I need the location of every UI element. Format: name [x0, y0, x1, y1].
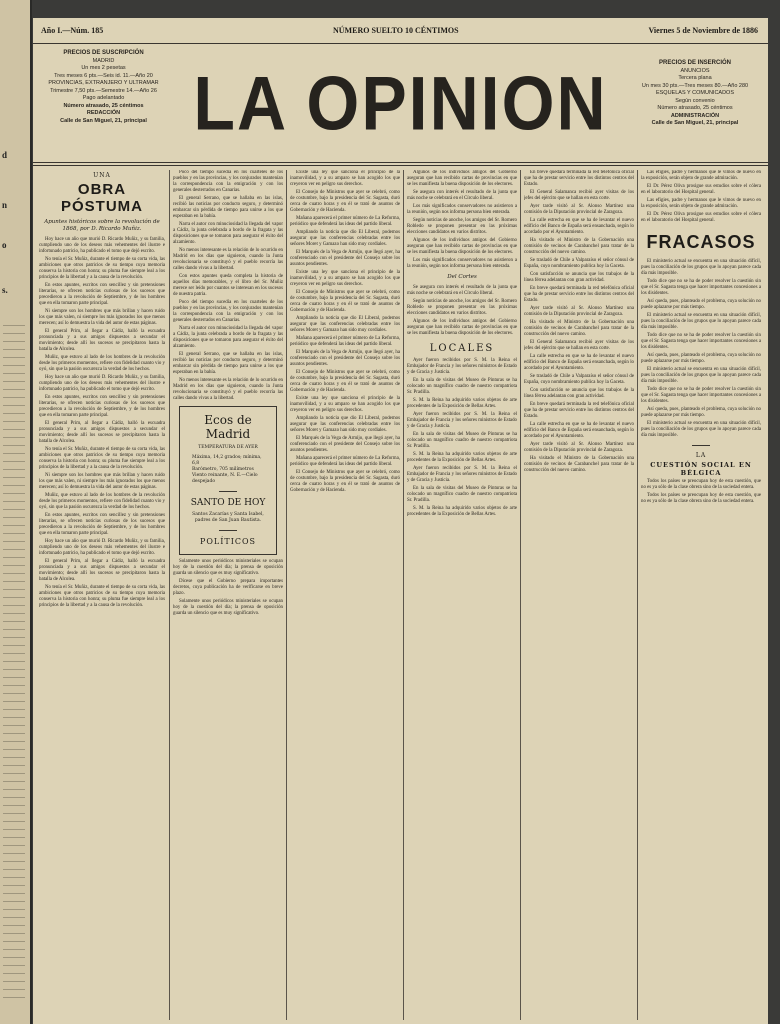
article-headline: OBRA PÓSTUMA [61, 181, 143, 215]
masthead-rule [33, 165, 768, 166]
masthead-title: LA OPINION [193, 61, 608, 147]
subscription-prices: PRECIOS DE SUSCRIPCIÓN MADRID Un mes 2 pesetas Tres meses 6 pts.—Seis id. 11.—Año 20 PROVINCIAS, EXTRANJERO Y ULTRAMAR Trimestre 7,50 pts.—Semestre 14.—Año 26 Pago adelantado Número atrasado, 25 céntimos REDACCIÓN Calle de San Miguel, 21, principal [48, 50, 159, 124]
insertion-prices: PRECIOS DE INSERCIÓN ANUNCIOS Tercera plana Un mes 30 pts.—Tres meses 80.—Año 280 ESQUELAS Y COMUNICADOS Según convenio Número atrasado, 25 céntimos ADMINISTRACIÓN Calle de San Miguel, 21, principal [641, 60, 749, 126]
page-fragment: n [2, 200, 8, 210]
page-fragment: d [2, 150, 8, 160]
column-1 [39, 170, 165, 1020]
issue-price: NÚMERO SUELTO 10 CÉNTIMOS [333, 26, 459, 35]
adjacent-page-edge [0, 0, 32, 1024]
page-fragment-text [3, 320, 25, 1000]
locales-heading: LOCALES [429, 343, 495, 354]
dateline-bar [33, 23, 768, 44]
social-heading: CUESTIÓN SOCIAL EN BÉLGICA [650, 461, 752, 477]
column-3 [290, 170, 400, 1020]
locales-body: Ayer fueron recibidos por S. M. la Reina el Embajador de Francia y los señores ministros de Estado y de Gracia y Justicia. En la sala de visitas del Museo de Pinturas se ha colocado un magnífico cuadro de nuestro compatriota Sr. Pradilla. S. M. la Reina ha adquirido varios objetos de arte procedentes de la Exposición de Bellas Artes. Ayer fueron recibidos por S. M. la Reina el Embajador de Francia y los señores ministros de Estado y de Gracia y Justicia. En la sala de visitas del Museo de Pinturas se ha colocado un magnífico cuadro de nuestro compatriota Sr. Pradilla. S. M. la Reina ha adquirido varios objetos de arte procedentes de la Exposición de Bellas Artes. Ayer fueron recibidos por S. M. la Reina el Embajador de Francia y los señores ministros de Estado y de Gracia y Justicia. En la sala de visitas del Museo de Pinturas se ha colocado un magnífico cuadro de nuestro compatriota Sr. Pradilla. S. M. la Reina ha adquirido varios objetos de arte procedentes de la Exposición de Bellas Artes. [407, 358, 517, 517]
newspaper-page [33, 18, 768, 1024]
column-5 [524, 170, 634, 1020]
article-body: Poco del tiempo sucedía en los cuarteles de los pueblos y en las provincias, y los conjurados mantenían la correspondencia con la emigración y con los generales desterrados en Canarias. El general Serrano, que se hallaba en las islas, recibió las noticias por conducto seguro, y determinó embarcar sin pérdida de tiempo para unirse a los que esperaban en la bahía. Narra el autor con minuciosidad la llegada del vapor a Cádiz, la junta celebrada a bordo de la fragata y las disposiciones que se tomaron para asegurar el éxito del alzamiento. No menos interesante es la relación de lo ocurrido en Madrid en los días que siguieron, cuando la Junta revolucionaria se constituyó y el pueblo recorría las calles dando vivas a la libertad. Con estos apuntes queda completa la historia de aquellos días memorables, y el libro del Sr. Muñiz merece ser leído por cuantos se interesan en los sucesos de nuestra patria. Poco del tiempo sucedía en los cuarteles de los pueblos y en las provincias, y los conjurados mantenían la correspondencia con la emigración y con los generales desterrados en Canarias. Narra el autor con minuciosidad la llegada del vapor a Cádiz, la junta celebrada a bordo de la fragata y las disposiciones que se tomaron para asegurar el éxito del alzamiento. El general Serrano, que se hallaba en las islas, recibió las noticias por conducto seguro, y determinó embarcar sin pérdida de tiempo para unirse a los que esperaban en la bahía. No menos interesante es la relación de lo ocurrido en Madrid en los días que siguieron, cuando la Junta revolucionaria se constituyó y el pueblo recorría las calles dando vivas a la libertad. [173, 170, 283, 401]
fracasos-heading: FRACASOS [646, 232, 756, 252]
social-kicker: LA [695, 452, 707, 459]
ecos-de-madrid-box [179, 406, 277, 555]
saints-title: SANTO DE HOY [190, 498, 266, 508]
section-divider: Del Cortes [447, 274, 477, 280]
issue-date: Viernes 5 de Noviembre de 1886 [648, 26, 758, 35]
saints-text: Santos Zacarías y Santa Isabel, padres de San Juan Bautista. [192, 512, 264, 523]
section-subtitle: TEMPERATURA DE AYER [198, 445, 258, 450]
column-4: Algunos de los individuos amigos del Gobierno aseguran que han recibido cartas de provincias en que se les manifiesta la buena disposición de los electores. Se asegura con interés el resultado de la junta que más noche se celebrará en el Círculo liberal. Los más significados conservadores no asistieron a la reunión, según nos informa persona bien enterada. Según noticias de anoche, los amigos del Sr. Romero Robledo se proponen presentar en las próximas elecciones candidatos en varios distritos. Algunos de los individuos amigos del Gobierno aseguran que han recibido cartas de provincias en que se les manifiesta la buena disposición de los electores. Los más significados conservadores no asistieron a la reunión, según nos informa persona bien enterada. Del Cortes Se asegura con interés el resultado de la junta que más noche se celebrará en el Círculo liberal. Según noticias de anoche, los amigos del Sr. Romero Robledo se proponen presentar en las próximas elecciones candidatos en varios distritos. Algunos de los individuos amigos del Gobierno aseguran que han recibido cartas de provincias en que se les manifiesta la buena disposición de los electores. LOCALES Ayer fueron recibidos por S. M. la Reina el Embajador de Francia y los señores ministros de Estado y de Gracia y Justicia. En la sala de visitas del Museo de Pinturas se ha colocado un magnífico cuadro de nuestro compatriota Sr. Pradilla. S. M. la Reina ha adquirido varios objetos de arte procedentes de la Exposición de Bellas Artes. Ayer fueron recibidos por S. M. la Reina el Embajador de Francia y los señores ministros de Estado y de Gracia y Justicia. En la sala de visitas del Museo de Pinturas se ha colocado un magnífico cuadro de nuestro compatriota Sr. Pradilla. S. M. la Reina ha adquirido varios objetos de arte procedentes de la Exposición de Bellas Artes. Ayer fueron recibidos por S. M. la Reina el Embajador de Francia y los señores ministros de Estado y de Gracia y Justicia. En la sala de visitas del Museo de Pinturas se ha colocado un magnífico cuadro de nuestro compatriota Sr. Pradilla. S. M. la Reina ha adquirido varios objetos de arte procedentes de la Exposición de Bellas Artes. [407, 170, 517, 517]
article-kicker: UNA [93, 172, 111, 179]
article-body: Las efigies, padre y hermanos que le vimos de nuevo en la exposición, serán objeto de grande admiración. El Dr. Pérez Oliva prosigue sus estudios sobre el cólera en el laboratorio del Hospital general. Las efigies, padre y hermanos que le vimos de nuevo en la exposición, serán objeto de grande admiración. El Dr. Pérez Oliva prosigue sus estudios sobre el cólera en el laboratorio del Hospital general. [641, 170, 761, 223]
politicos-title: POLÍTICOS [199, 537, 257, 546]
weather-notes: Máxima, 14,2 grados; mínima, 6,8 Barómetro, 705 milímetros Viento reinante, N. E.—Cielo despejado [192, 455, 262, 484]
masthead-rule [33, 162, 768, 163]
article-body: En breve quedará terminada la red telefónica oficial que ha de prestar servicio entre los distintos centros del Estado. El General Salamanca recibió ayer visitas de los jefes del ejército que se hallan en esta corte. Ayer tarde visitó al Sr. Alonso Martínez una comisión de la Diputación provincial de Zaragoza. La calle estrecha en que se ha de levantar el nuevo edificio del Banco de España será ensanchada, según lo acordado por el Ayuntamiento. Ha visitado el Ministro de la Gobernación una comisión de vecinos de Carabanchel para tratar de la construcción del nuevo camino. Se trasladó de Chile a Valparaíso el señor cónsul de España, cuyo nombramiento publica hoy la Gaceta. Con satisfacción se anuncia que los trabajos de la línea férrea adelantan con gran actividad. En breve quedará terminada la red telefónica oficial que ha de prestar servicio entre los distintos centros del Estado. Ayer tarde visitó al Sr. Alonso Martínez una comisión de la Diputación provincial de Zaragoza. Ha visitado el Ministro de la Gobernación una comisión de vecinos de Carabanchel para tratar de la construcción del nuevo camino. El General Salamanca recibió ayer visitas de los jefes del ejército que se hallan en esta corte. La calle estrecha en que se ha de levantar el nuevo edificio del Banco de España será ensanchada, según lo acordado por el Ayuntamiento. Se trasladó de Chile a Valparaíso el señor cónsul de España, cuyo nombramiento publica hoy la Gaceta. Con satisfacción se anuncia que los trabajos de la línea férrea adelantan con gran actividad. En breve quedará terminada la red telefónica oficial que ha de prestar servicio entre los distintos centros del Estado. La calle estrecha en que se ha de levantar el nuevo edificio del Banco de España será ensanchada, según lo acordado por el Ayuntamiento. Ayer tarde visitó al Sr. Alonso Martínez una comisión de la Diputación provincial de Zaragoza. Ha visitado el Ministro de la Gobernación una comisión de vecinos de Carabanchel para tratar de la construcción del nuevo camino. [524, 170, 634, 473]
article-deck: Apuntes históricos sobre la revolución de 1868, por D. Ricardo Muñiz. [44, 219, 160, 232]
page-fragment: s. [2, 285, 8, 295]
fracasos-body: El ministerio actual se encuentra en una situación difícil, pues la conciliación de los grupos que lo apoyan parece cada día más imposible. Todo dice que no se ha de poder resolver la cuestión sin que el Sr. Sagasta tenga que hacer importantes concesiones a los disidentes. Así queda, pues, planteado el problema, cuya solución no puede aplazarse por más tiempo. El ministerio actual se encuentra en una situación difícil, pues la conciliación de los grupos que lo apoyan parece cada día más imposible. Todo dice que no se ha de poder resolver la cuestión sin que el Sr. Sagasta tenga que hacer importantes concesiones a los disidentes. Así queda, pues, planteado el problema, cuya solución no puede aplazarse por más tiempo. El ministerio actual se encuentra en una situación difícil, pues la conciliación de los grupos que lo apoyan parece cada día más imposible. Todo dice que no se ha de poder resolver la cuestión sin que el Sr. Sagasta tenga que hacer importantes concesiones a los disidentes. Así queda, pues, planteado el problema, cuya solución no puede aplazarse por más tiempo. El ministerio actual se encuentra en una situación difícil, pues la conciliación de los grupos que lo apoyan parece cada día más imposible. [641, 259, 761, 438]
column-6 [641, 170, 761, 1020]
issue-number: Año I.—Núm. 185 [41, 26, 104, 35]
column-2 [173, 170, 283, 1020]
article-body: Existe una ley que sanciona el principio de la inamovilidad, y a su amparo se han acogido los que creyeron ver en peligro sus derechos. El Consejo de Ministros que ayer se celebró, como de costumbre, bajo la presidencia del Sr. Sagasta, duró cerca de cuatro horas y en él se trató de asuntos de Gobernación y de Hacienda. Mañana aparecerá el primer número de La Reforma, periódico que defenderá las ideas del partido liberal. Ampliando la noticia que dio El Liberal, podemos asegurar que las conferencias celebradas entre los señores Moret y Gamazo han sido muy cordiales. El Marqués de la Vega de Armijo, que llegó ayer, ha conferenciado con el presidente del Consejo sobre los asuntos pendientes. Existe una ley que sanciona el principio de la inamovilidad, y a su amparo se han acogido los que creyeron ver en peligro sus derechos. El Consejo de Ministros que ayer se celebró, como de costumbre, bajo la presidencia del Sr. Sagasta, duró cerca de cuatro horas y en él se trató de asuntos de Gobernación y de Hacienda. Ampliando la noticia que dio El Liberal, podemos asegurar que las conferencias celebradas entre los señores Moret y Gamazo han sido muy cordiales. Mañana aparecerá el primer número de La Reforma, periódico que defenderá las ideas del partido liberal. El Marqués de la Vega de Armijo, que llegó ayer, ha conferenciado con el presidente del Consejo sobre los asuntos pendientes. El Consejo de Ministros que ayer se celebró, como de costumbre, bajo la presidencia del Sr. Sagasta, duró cerca de cuatro horas y en él se trató de asuntos de Gobernación y de Hacienda. Existe una ley que sanciona el principio de la inamovilidad, y a su amparo se han acogido los que creyeron ver en peligro sus derechos. Ampliando la noticia que dio El Liberal, podemos asegurar que las conferencias celebradas entre los señores Moret y Gamazo han sido muy cordiales. El Marqués de la Vega de Armijo, que llegó ayer, ha conferenciado con el presidente del Consejo sobre los asuntos pendientes. Mañana aparecerá el primer número de La Reforma, periódico que defenderá las ideas del partido liberal. El Consejo de Ministros que ayer se celebró, como de costumbre, bajo la presidencia del Sr. Sagasta, duró cerca de cuatro horas y en él se trató de asuntos de Gobernación y de Hacienda. [290, 170, 400, 493]
section-title: Ecos de Madrid [204, 413, 252, 441]
page-fragment: o [2, 240, 7, 250]
politicos-body: Solamente unos periódicos ministeriales se ocupan hoy de la cuestión del día; la prensa de oposición guarda un silencio que es muy significativo. Dícese que el Gobierno prepara importantes decretos, cuya publicación ha de verificarse en breve plazo. Solamente unos periódicos ministeriales se ocupan hoy de la cuestión del día; la prensa de oposición guarda un silencio que es muy significativo. [173, 559, 283, 616]
social-body: Todos los países se preocupan hoy de esta cuestión, que no es ya sólo de la clase obrera sino de la sociedad entera. Todos los países se preocupan hoy de esta cuestión, que no es ya sólo de la clase obrera sino de la sociedad entera. [641, 479, 761, 504]
article-body: Algunos de los individuos amigos del Gobierno aseguran que han recibido cartas de provincias en que se les manifiesta la buena disposición de los electores. Se asegura con interés el resultado de la junta que más noche se celebrará en el Círculo liberal. Los más significados conservadores no asistieron a la reunión, según nos informa persona bien enterada. Según noticias de anoche, los amigos del Sr. Romero Robledo se proponen presentar en las próximas elecciones candidatos en varios distritos. Algunos de los individuos amigos del Gobierno aseguran que han recibido cartas de provincias en que se les manifiesta la buena disposición de los electores. Los más significados conservadores no asistieron a la reunión, según nos informa persona bien enterada. [407, 170, 517, 269]
article-body: Hoy hace un año que murió D. Ricardo Muñiz, y su familia, cumpliendo uno de los deseos más vehementes del ilustre e infortunado patricio, ha publicado el tomo que dejó escrito. No tenía el Sr. Muñiz, durante el tiempo de su corta vida, las ambiciones que otros patricios de su tiempo cuya memoria conserva la historia con honra; su pluma fue siempre leal a los principios de la libertad y a la causa de la revolución. En estos apuntes, escritos con sencillez y sin pretensiones literarias, se ofrecen noticias curiosas de los sucesos que precedieron a la revolución de Septiembre, y de los hombres que en ella tomaron parte principal. Ni siempre son los hombres que más brillan y hacen ruido los que más valen, ni siempre los más ignorados los que menos merecen; así lo demuestra la vida del autor de estas páginas. El general Prim, al llegar a Cádiz, halló la escuadra pronunciada y a sus amigos dispuestos a secundar el movimiento; desde allí los sucesos se precipitaron hasta la batalla de Alcolea. Muñiz, que estuvo al lado de los hombres de la revolución desde los primeros momentos, refiere con fidelidad cuanto vio y oyó, sin que la pasión oscurezca la verdad de los hechos. Hoy hace un año que murió D. Ricardo Muñiz, y su familia, cumpliendo uno de los deseos más vehementes del ilustre e infortunado patricio, ha publicado el tomo que dejó escrito. En estos apuntes, escritos con sencillez y sin pretensiones literarias, se ofrecen noticias curiosas de los sucesos que precedieron a la revolución de Septiembre, y de los hombres que en ella tomaron parte principal. El general Prim, al llegar a Cádiz, halló la escuadra pronunciada y a sus amigos dispuestos a secundar el movimiento; desde allí los sucesos se precipitaron hasta la batalla de Alcolea. No tenía el Sr. Muñiz, durante el tiempo de su corta vida, las ambiciones que otros patricios de su tiempo cuya memoria conserva la historia con honra; su pluma fue siempre leal a los principios de la libertad y a la causa de la revolución. Ni siempre son los hombres que más brillan y hacen ruido los que más valen, ni siempre los más ignorados los que menos merecen; así lo demuestra la vida del autor de estas páginas. Muñiz, que estuvo al lado de los hombres de la revolución desde los primeros momentos, refiere con fidelidad cuanto vio y oyó, sin que la pasión oscurezca la verdad de los hechos. En estos apuntes, escritos con sencillez y sin pretensiones literarias, se ofrecen noticias curiosas de los sucesos que precedieron a la revolución de Septiembre, y de los hombres que en ella tomaron parte principal. Hoy hace un año que murió D. Ricardo Muñiz, y su familia, cumpliendo uno de los deseos más vehementes del ilustre e infortunado patricio, ha publicado el tomo que dejó escrito. El general Prim, al llegar a Cádiz, halló la escuadra pronunciada y a sus amigos dispuestos a secundar el movimiento; desde allí los sucesos se precipitaron hasta la batalla de Alcolea. No tenía el Sr. Muñiz, durante el tiempo de su corta vida, las ambiciones que otros patricios de su tiempo cuya memoria conserva la historia con honra; su pluma fue siempre leal a los principios de la libertad y a la causa de la revolución. [39, 237, 165, 608]
